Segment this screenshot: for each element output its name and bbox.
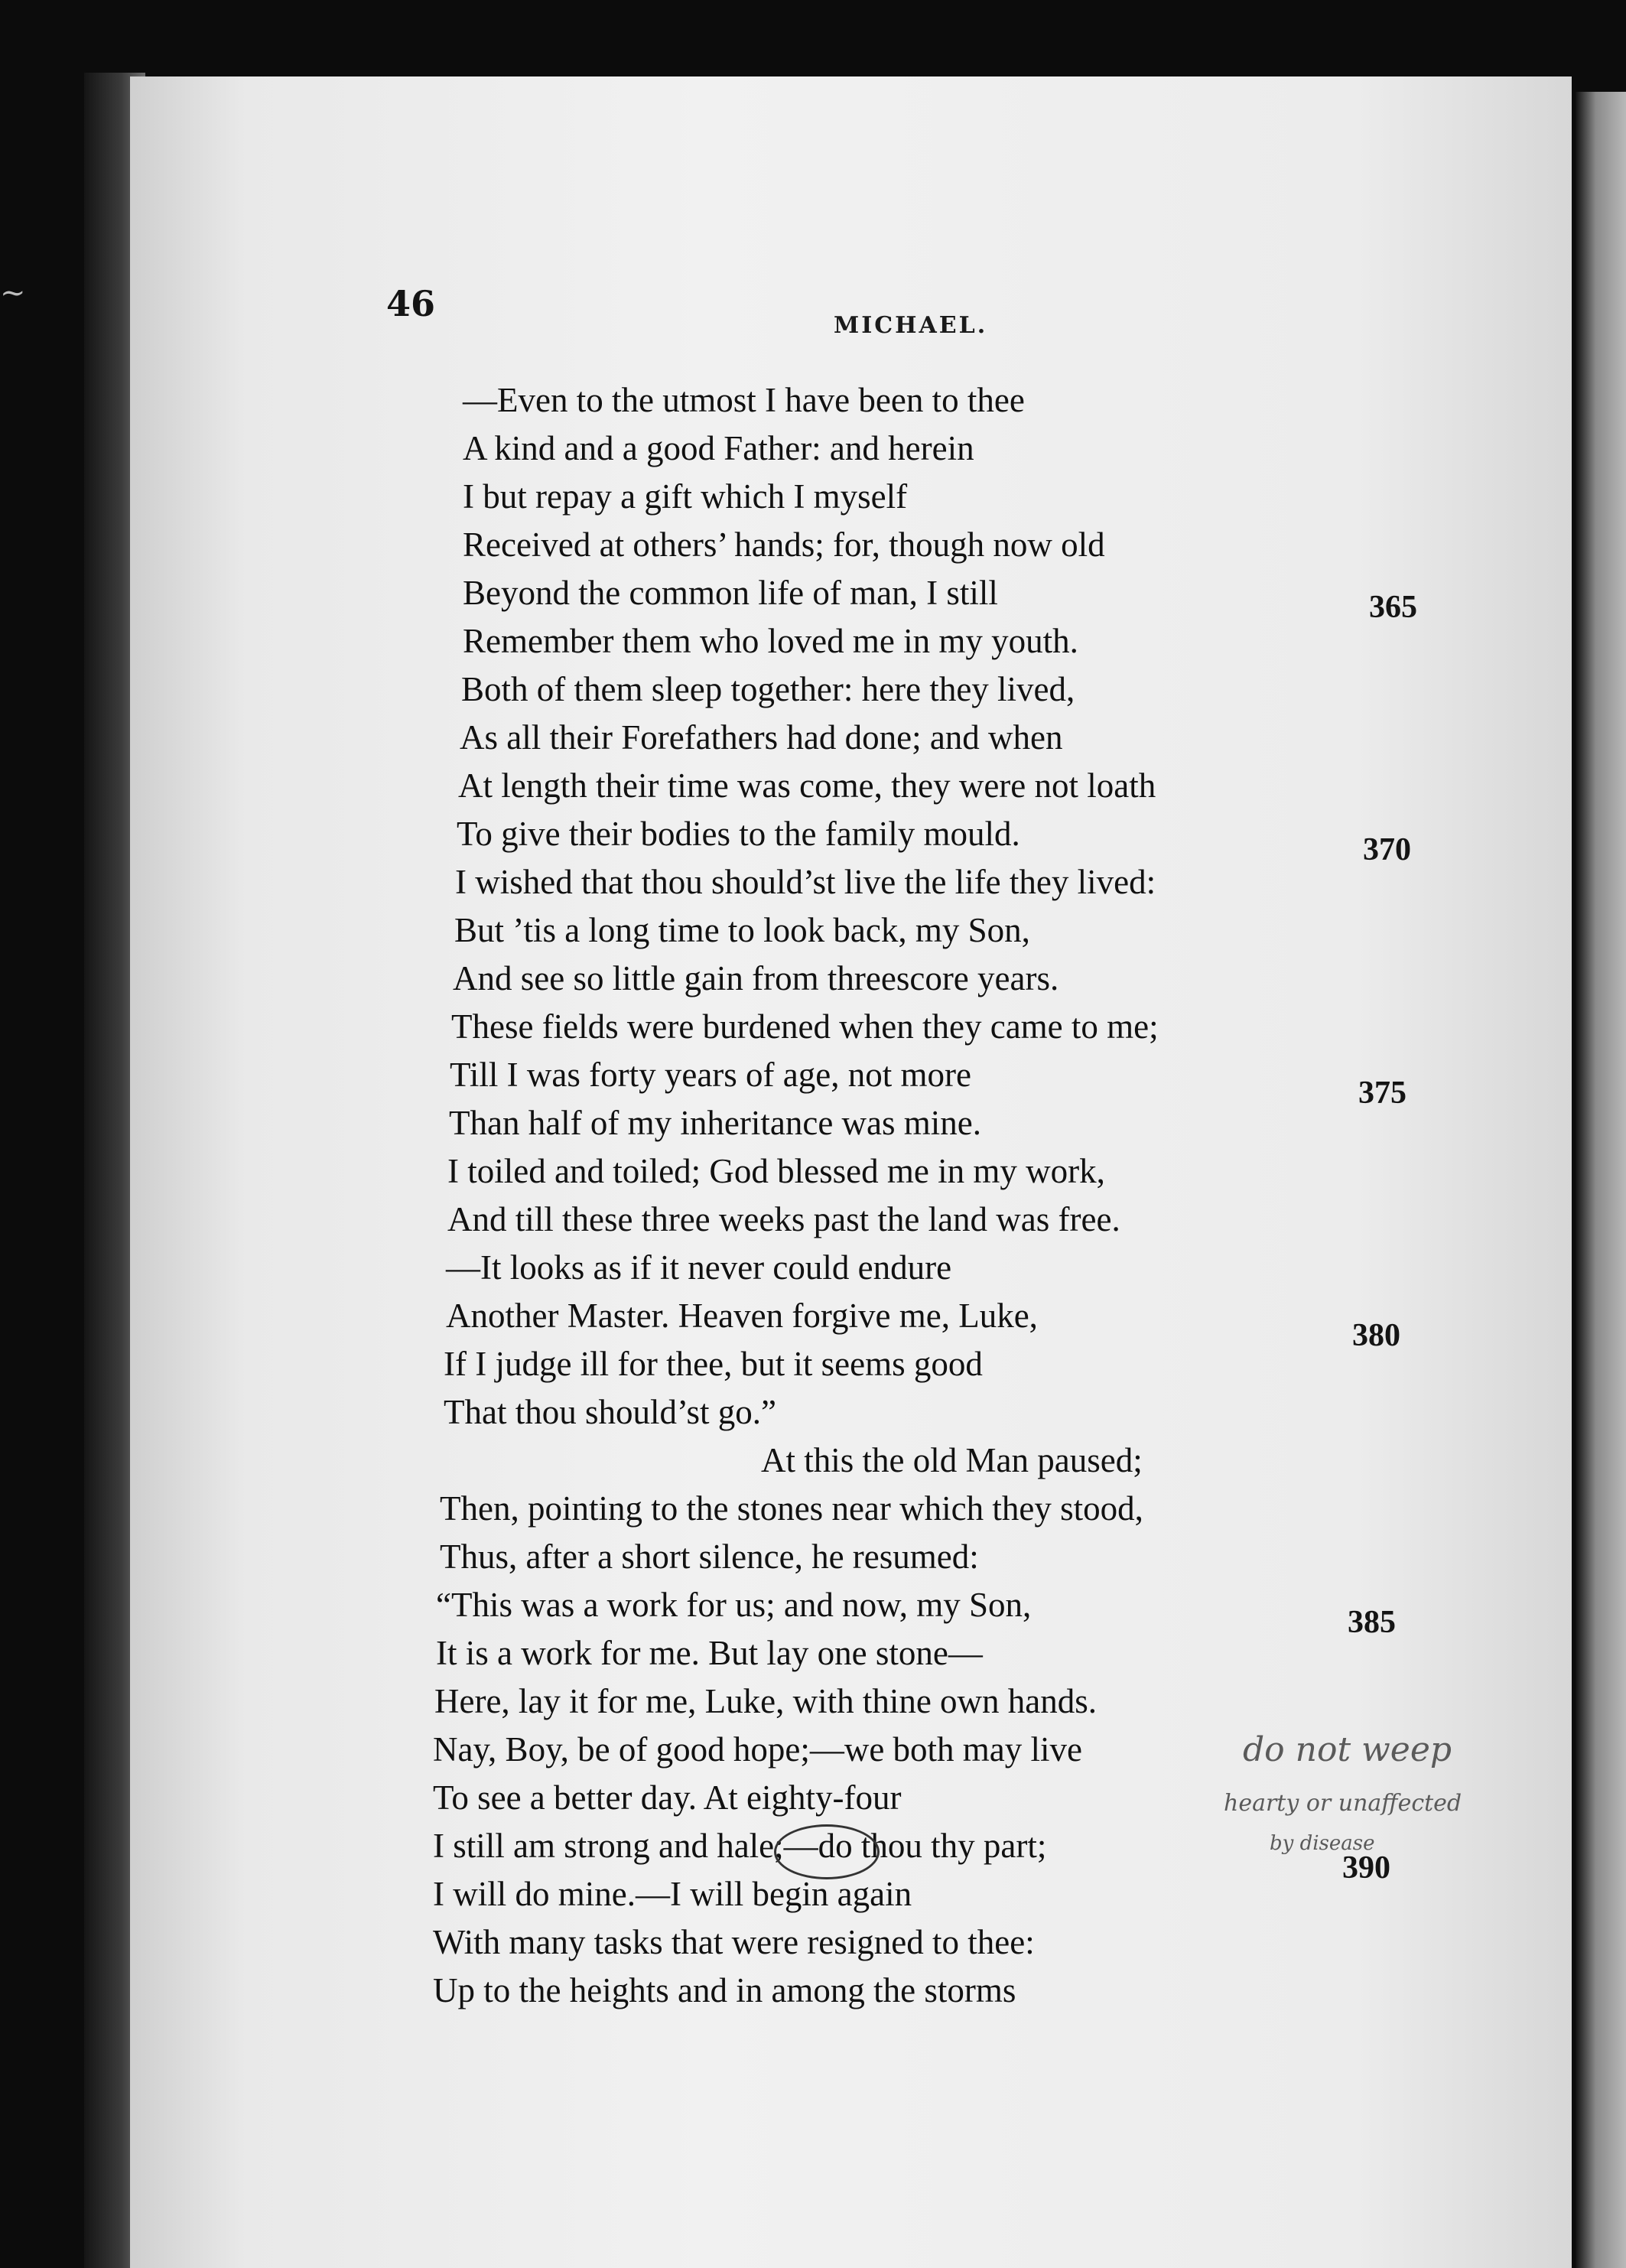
poem-line: Till I was forty years of age, not more bbox=[450, 1056, 971, 1094]
poem-line: It is a work for me. But lay one stone— bbox=[436, 1634, 983, 1672]
poem-line: I wished that thou should’st live the life they lived: bbox=[455, 863, 1156, 901]
poem-line: I still am strong and hale;—do thou thy part; bbox=[433, 1827, 1047, 1865]
poem-line: That thou should’st go.” bbox=[444, 1393, 776, 1431]
poem-line: If I judge ill for thee, but it seems good bbox=[444, 1345, 983, 1383]
line-number: 385 bbox=[1348, 1605, 1396, 1640]
poem-line: —It looks as if it never could endure bbox=[446, 1248, 952, 1287]
poem-line: I but repay a gift which I myself bbox=[463, 477, 908, 516]
poem-line: —Even to the utmost I have been to thee bbox=[463, 381, 1025, 419]
running-head: MICHAEL. bbox=[834, 312, 988, 339]
poem-line: To see a better day. At eighty-four bbox=[433, 1778, 902, 1817]
line-number: 380 bbox=[1352, 1318, 1400, 1353]
handwritten-circle-mark bbox=[774, 1824, 880, 1879]
poem-line: Here, lay it for me, Luke, with thine own hands. bbox=[434, 1682, 1098, 1720]
poem-line: Up to the heights and in among the storms bbox=[433, 1971, 1016, 2009]
poem-line: And see so little gain from threescore years. bbox=[453, 959, 1059, 997]
poem-line: Received at others’ hands; for, though now old bbox=[463, 526, 1105, 564]
poem-line: These fields were burdened when they came to me; bbox=[451, 1007, 1159, 1046]
line-number: 375 bbox=[1358, 1075, 1406, 1111]
poem-line: Thus, after a short silence, he resumed: bbox=[440, 1537, 979, 1576]
poem-line: And till these three weeks past the land was free. bbox=[447, 1200, 1120, 1238]
line-number: 365 bbox=[1369, 590, 1417, 625]
poem-line: Both of them sleep together: here they lived, bbox=[461, 670, 1075, 708]
poem-line: As all their Forefathers had done; and when bbox=[460, 718, 1063, 757]
poem-line: I toiled and toiled; God blessed me in my work, bbox=[447, 1152, 1105, 1190]
poem-line: A kind and a good Father: and herein bbox=[463, 429, 974, 467]
poem-line: At length their time was come, they were not loath bbox=[458, 766, 1156, 805]
page-number: 46 bbox=[386, 283, 436, 324]
poem-line: With many tasks that were resigned to thee: bbox=[433, 1923, 1035, 1961]
handwritten-note: by disease bbox=[1270, 1832, 1375, 1855]
poem-line: Than half of my inheritance was mine. bbox=[449, 1104, 982, 1142]
poem-line: Nay, Boy, be of good hope;—we both may live bbox=[433, 1730, 1083, 1769]
poem-line: But ’tis a long time to look back, my Son, bbox=[454, 911, 1030, 949]
poem-line: Another Master. Heaven forgive me, Luke, bbox=[446, 1297, 1038, 1335]
margin-scrap: ~ bbox=[0, 275, 26, 311]
poem-line: “This was a work for us; and now, my Son, bbox=[436, 1586, 1032, 1624]
handwritten-note: hearty or unaffected bbox=[1224, 1790, 1462, 1817]
poem-line: At this the old Man paused; bbox=[761, 1441, 1143, 1479]
poem-line: I will do mine.—I will begin again bbox=[433, 1875, 912, 1913]
poem-line: Beyond the common life of man, I still bbox=[463, 574, 998, 612]
line-number: 390 bbox=[1342, 1850, 1390, 1886]
poem-line: Remember them who loved me in my youth. bbox=[463, 622, 1078, 660]
handwritten-note: do not weep bbox=[1243, 1730, 1452, 1769]
line-number: 370 bbox=[1363, 832, 1411, 867]
poem-line: Then, pointing to the stones near which they stood, bbox=[440, 1489, 1143, 1528]
poem-line: To give their bodies to the family mould. bbox=[457, 815, 1020, 853]
